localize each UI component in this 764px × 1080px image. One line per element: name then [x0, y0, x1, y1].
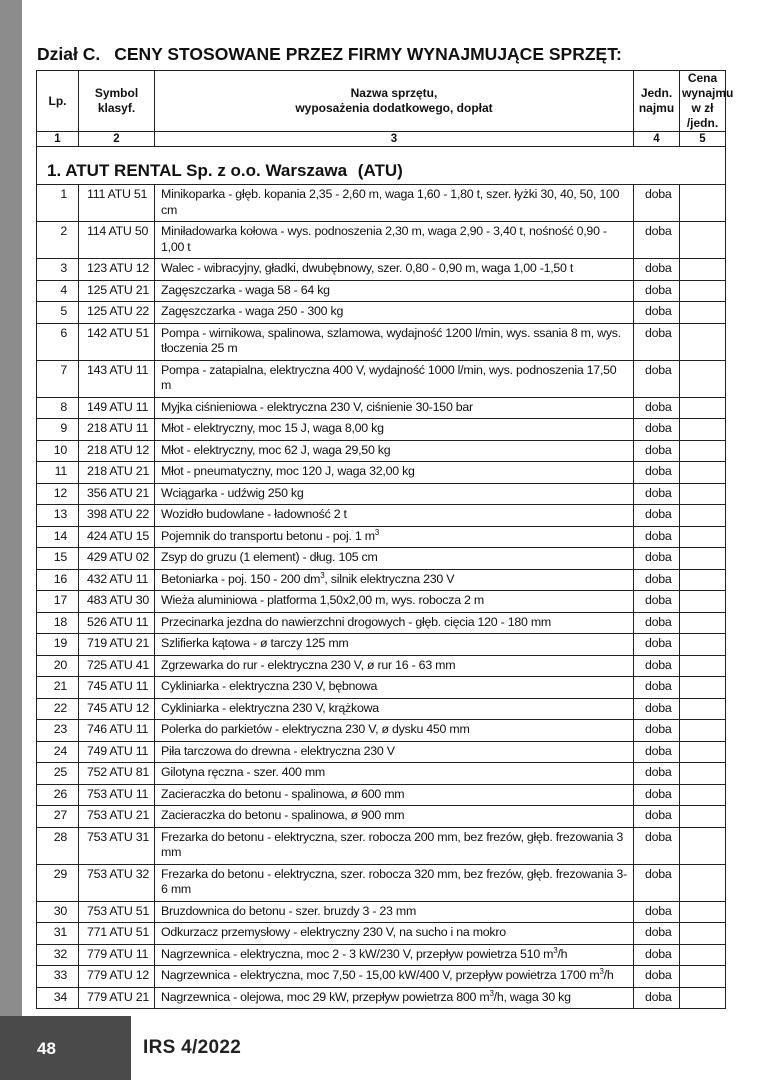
- row-equipment-name: Minikoparka - głęb. kopania 2,35 - 2,60 m, waga 1,60 - 1,80 t, szer. łyżki 30, 40, 50, 100 cm: [155, 185, 634, 222]
- row-price: [680, 741, 726, 763]
- row-lp: 31: [37, 923, 79, 945]
- row-symbol: 753 ATU 51: [79, 901, 155, 923]
- row-symbol: 745 ATU 12: [79, 698, 155, 720]
- row-symbol: 749 ATU 11: [79, 741, 155, 763]
- row-unit: doba: [634, 698, 680, 720]
- row-equipment-name: Cykliniarka - elektryczna 230 V, krążkowa: [155, 698, 634, 720]
- company-code: (ATU): [357, 161, 403, 180]
- row-equipment-name: Polerka do parkietów - elektryczna 230 V, ø dysku 450 mm: [155, 720, 634, 742]
- row-unit: doba: [634, 419, 680, 441]
- row-price: [680, 505, 726, 527]
- row-price: [680, 280, 726, 302]
- row-unit: doba: [634, 323, 680, 360]
- row-symbol: 218 ATU 21: [79, 462, 155, 484]
- table-row: [37, 923, 726, 945]
- row-lp: 28: [37, 827, 79, 864]
- row-unit: doba: [634, 280, 680, 302]
- page-number: 48: [37, 1039, 56, 1058]
- row-unit: doba: [634, 827, 680, 864]
- table-row: [37, 440, 726, 462]
- table-row: [37, 323, 726, 360]
- row-equipment-name: Betoniarka - poj. 150 - 200 $dm^3$, silnik elektryczna 230 V: [155, 569, 634, 591]
- row-equipment-name: Zagęszczarka - waga 250 - 300 kg: [155, 302, 634, 324]
- row-symbol: 725 ATU 41: [79, 655, 155, 677]
- row-symbol: 483 ATU 30: [79, 591, 155, 613]
- row-lp: 24: [37, 741, 79, 763]
- row-price: [680, 323, 726, 360]
- row-lp: 17: [37, 591, 79, 613]
- row-lp: 32: [37, 944, 79, 966]
- row-equipment-name: Młot - elektryczny, moc 15 J, waga 8,00 kg: [155, 419, 634, 441]
- row-price: [680, 548, 726, 570]
- row-price: [680, 864, 726, 901]
- row-unit: doba: [634, 222, 680, 259]
- header-unit: Jedn. najmu: [634, 71, 680, 132]
- row-price: [680, 655, 726, 677]
- row-price: [680, 763, 726, 785]
- row-symbol: 753 ATU 11: [79, 784, 155, 806]
- table-row: [37, 280, 726, 302]
- row-unit: doba: [634, 741, 680, 763]
- page-heading: [37, 44, 622, 65]
- row-price: [680, 784, 726, 806]
- row-symbol: 526 ATU 11: [79, 612, 155, 634]
- row-equipment-name: Wieża aluminiowa - platforma 1,50x2,00 m, wys. robocza 2 m: [155, 591, 634, 613]
- row-symbol: 779 ATU 12: [79, 966, 155, 988]
- header-price: Cena wynajmu w zł /jedn.: [680, 71, 726, 132]
- row-unit: doba: [634, 185, 680, 222]
- row-price: [680, 259, 726, 281]
- row-unit: doba: [634, 360, 680, 397]
- row-price: [680, 720, 726, 742]
- row-price: [680, 360, 726, 397]
- table-row: [37, 784, 726, 806]
- row-equipment-name: Przecinarka jezdna do nawierzchni drogowych - głęb. cięcia 120 - 180 mm: [155, 612, 634, 634]
- row-equipment-name: Zagęszczarka - waga 58 - 64 kg: [155, 280, 634, 302]
- row-price: [680, 185, 726, 222]
- row-equipment-name: Pojemnik do transportu betonu - poj. 1 $m^3$: [155, 526, 634, 548]
- table-row: [37, 419, 726, 441]
- row-lp: 3: [37, 259, 79, 281]
- table-row: [37, 720, 726, 742]
- footer-page-box: [0, 1016, 131, 1080]
- table-row: [37, 548, 726, 570]
- row-price: [680, 634, 726, 656]
- table-row: [37, 259, 726, 281]
- row-symbol: 356 ATU 21: [79, 483, 155, 505]
- row-symbol: 218 ATU 12: [79, 440, 155, 462]
- row-unit: doba: [634, 548, 680, 570]
- table-row: [37, 987, 726, 1009]
- row-equipment-name: Zsyp do gruzu (1 element) - dług. 105 cm: [155, 548, 634, 570]
- row-equipment-name: Wozidło budowlane - ładowność 2 t: [155, 505, 634, 527]
- table-row: [37, 741, 726, 763]
- table-row: [37, 944, 726, 966]
- row-lp: 5: [37, 302, 79, 324]
- row-equipment-name: Zacieraczka do betonu - spalinowa, ø 600 mm: [155, 784, 634, 806]
- row-equipment-name: Frezarka do betonu - elektryczna, szer. robocza 320 mm, bez frezów, głęb. frezowania 3-6 mm: [155, 864, 634, 901]
- table-row: [37, 864, 726, 901]
- row-equipment-name: Młot - pneumatyczny, moc 120 J, waga 32,00 kg: [155, 462, 634, 484]
- row-unit: doba: [634, 440, 680, 462]
- row-lp: 25: [37, 763, 79, 785]
- row-unit: doba: [634, 483, 680, 505]
- row-equipment-name: Cykliniarka - elektryczna 230 V, bębnowa: [155, 677, 634, 699]
- row-lp: 23: [37, 720, 79, 742]
- row-symbol: 429 ATU 02: [79, 548, 155, 570]
- row-unit: doba: [634, 677, 680, 699]
- row-equipment-name: Pompa - zatapialna, elektryczna 400 V, wydajność 1000 l/min, wys. podnoszenia 17,50 m: [155, 360, 634, 397]
- column-number: 1: [37, 132, 79, 147]
- row-lp: 19: [37, 634, 79, 656]
- section-label: Dział C.: [37, 44, 101, 64]
- row-equipment-name: Pompa - wirnikowa, spalinowa, szlamowa, wydajność 1200 l/min, wys. ssania 8 m, wys. tłoczenia 25 m: [155, 323, 634, 360]
- row-equipment-name: Odkurzacz przemysłowy - elektryczny 230 V, na sucho i na mokro: [155, 923, 634, 945]
- row-price: [680, 901, 726, 923]
- table-row: [37, 462, 726, 484]
- row-unit: doba: [634, 806, 680, 828]
- row-equipment-name: Wciągarka - udźwig 250 kg: [155, 483, 634, 505]
- column-number: 4: [634, 132, 680, 147]
- row-equipment-name: Zgrzewarka do rur - elektryczna 230 V, ø rur 16 - 63 mm: [155, 655, 634, 677]
- row-equipment-name: Gilotyna ręczna - szer. 400 mm: [155, 763, 634, 785]
- table-row: [37, 185, 726, 222]
- table-row: [37, 655, 726, 677]
- row-price: [680, 397, 726, 419]
- row-price: [680, 806, 726, 828]
- row-lp: 4: [37, 280, 79, 302]
- row-price: [680, 677, 726, 699]
- row-equipment-name: Walec - wibracyjny, gładki, dwubębnowy, szer. 0,80 - 0,90 m, waga 1,00 -1,50 t: [155, 259, 634, 281]
- row-unit: doba: [634, 569, 680, 591]
- row-unit: doba: [634, 987, 680, 1009]
- row-lp: 29: [37, 864, 79, 901]
- row-price: [680, 222, 726, 259]
- row-equipment-name: Miniładowarka kołowa - wys. podnoszenia 2,30 m, waga 2,90 - 3,40 t, nośność 0,90 - 1,00 t: [155, 222, 634, 259]
- row-lp: 7: [37, 360, 79, 397]
- header-symbol: Symbol klasyf.: [79, 71, 155, 132]
- table-row: [37, 222, 726, 259]
- row-price: [680, 944, 726, 966]
- row-symbol: 125 ATU 21: [79, 280, 155, 302]
- header-lp: Lp.: [37, 71, 79, 132]
- row-unit: doba: [634, 784, 680, 806]
- row-price: [680, 569, 726, 591]
- table-row: [37, 302, 726, 324]
- row-symbol: 753 ATU 31: [79, 827, 155, 864]
- table-row: [37, 901, 726, 923]
- price-table: [36, 70, 734, 1009]
- row-unit: doba: [634, 526, 680, 548]
- row-symbol: 746 ATU 11: [79, 720, 155, 742]
- row-symbol: 143 ATU 11: [79, 360, 155, 397]
- row-symbol: 779 ATU 11: [79, 944, 155, 966]
- row-symbol: 753 ATU 32: [79, 864, 155, 901]
- row-equipment-name: Nagrzewnica - elektryczna, moc 2 - 3 kW/230 V, przepływ powietrza 510 $m^3/h$: [155, 944, 634, 966]
- table-row: [37, 526, 726, 548]
- row-equipment-name: Piła tarczowa do drewna - elektryczna 230 V: [155, 741, 634, 763]
- row-unit: doba: [634, 763, 680, 785]
- table-row: [37, 397, 726, 419]
- table-row: [37, 698, 726, 720]
- row-lp: 15: [37, 548, 79, 570]
- table-row: [37, 634, 726, 656]
- row-price: [680, 612, 726, 634]
- row-lp: 21: [37, 677, 79, 699]
- row-price: [680, 483, 726, 505]
- table-row: [37, 966, 726, 988]
- row-equipment-name: Nagrzewnica - olejowa, moc 29 kW, przepływ powietrza 800 $m^3/h$, waga 30 kg: [155, 987, 634, 1009]
- row-price: [680, 923, 726, 945]
- table-row: [37, 827, 726, 864]
- column-number: 2: [79, 132, 155, 147]
- row-lp: 8: [37, 397, 79, 419]
- row-equipment-name: Frezarka do betonu - elektryczna, szer. robocza 200 mm, bez frezów, głęb. frezowania 3 mm: [155, 827, 634, 864]
- table-row: [37, 569, 726, 591]
- company-section-header: [37, 147, 726, 185]
- row-symbol: 753 ATU 21: [79, 806, 155, 828]
- left-margin-bar: [0, 0, 22, 1016]
- row-lp: 2: [37, 222, 79, 259]
- row-lp: 1: [37, 185, 79, 222]
- row-unit: doba: [634, 720, 680, 742]
- row-unit: doba: [634, 397, 680, 419]
- row-unit: doba: [634, 259, 680, 281]
- row-symbol: 432 ATU 11: [79, 569, 155, 591]
- row-lp: 6: [37, 323, 79, 360]
- table-row: [37, 612, 726, 634]
- row-equipment-name: Zacieraczka do betonu - spalinowa, ø 900 mm: [155, 806, 634, 828]
- row-symbol: 111 ATU 51: [79, 185, 155, 222]
- row-symbol: 745 ATU 11: [79, 677, 155, 699]
- table-row: [37, 483, 726, 505]
- row-lp: 11: [37, 462, 79, 484]
- row-equipment-name: Młot - elektryczny, moc 62 J, waga 29,50 kg: [155, 440, 634, 462]
- row-unit: doba: [634, 591, 680, 613]
- row-symbol: 398 ATU 22: [79, 505, 155, 527]
- row-symbol: 149 ATU 11: [79, 397, 155, 419]
- row-price: [680, 462, 726, 484]
- table-row: [37, 505, 726, 527]
- row-unit: doba: [634, 944, 680, 966]
- row-unit: doba: [634, 966, 680, 988]
- row-price: [680, 987, 726, 1009]
- row-lp: 26: [37, 784, 79, 806]
- row-lp: 22: [37, 698, 79, 720]
- table-row: [37, 360, 726, 397]
- header-name: Nazwa sprzętu, wyposażenia dodatkowego, dopłat: [155, 71, 634, 132]
- row-unit: doba: [634, 505, 680, 527]
- row-symbol: 719 ATU 21: [79, 634, 155, 656]
- row-equipment-name: Szlifierka kątowa - ø tarczy 125 mm: [155, 634, 634, 656]
- row-lp: 18: [37, 612, 79, 634]
- row-symbol: 123 ATU 12: [79, 259, 155, 281]
- row-unit: doba: [634, 923, 680, 945]
- issue-label: IRS 4/2022: [143, 1037, 242, 1058]
- row-symbol: 779 ATU 21: [79, 987, 155, 1009]
- row-lp: 30: [37, 901, 79, 923]
- row-symbol: 752 ATU 81: [79, 763, 155, 785]
- column-number: 3: [155, 132, 634, 147]
- row-lp: 20: [37, 655, 79, 677]
- row-price: [680, 591, 726, 613]
- row-lp: 9: [37, 419, 79, 441]
- row-lp: 12: [37, 483, 79, 505]
- section-title: CENY STOSOWANE PRZEZ FIRMY WYNAJMUJĄCE SPRZĘT:: [114, 44, 622, 64]
- company-name: 1. ATUT RENTAL Sp. z o.o. Warszawa: [47, 161, 348, 180]
- row-lp: 13: [37, 505, 79, 527]
- table-row: [37, 806, 726, 828]
- row-unit: doba: [634, 864, 680, 901]
- row-unit: doba: [634, 462, 680, 484]
- table-row: [37, 763, 726, 785]
- row-equipment-name: Nagrzewnica - elektryczna, moc 7,50 - 15,00 kW/400 V, przepływ powietrza 1700 $m^3/h$: [155, 966, 634, 988]
- row-price: [680, 526, 726, 548]
- row-lp: 14: [37, 526, 79, 548]
- row-unit: doba: [634, 634, 680, 656]
- row-price: [680, 827, 726, 864]
- row-lp: 34: [37, 987, 79, 1009]
- row-lp: 10: [37, 440, 79, 462]
- row-price: [680, 440, 726, 462]
- row-unit: doba: [634, 901, 680, 923]
- row-symbol: 424 ATU 15: [79, 526, 155, 548]
- row-unit: doba: [634, 302, 680, 324]
- row-lp: 27: [37, 806, 79, 828]
- row-lp: 33: [37, 966, 79, 988]
- row-symbol: 218 ATU 11: [79, 419, 155, 441]
- row-equipment-name: Myjka ciśnieniowa - elektryczna 230 V, ciśnienie 30-150 bar: [155, 397, 634, 419]
- row-symbol: 142 ATU 51: [79, 323, 155, 360]
- row-unit: doba: [634, 655, 680, 677]
- column-number: 5: [680, 132, 726, 147]
- row-symbol: 771 ATU 51: [79, 923, 155, 945]
- table-row: [37, 591, 726, 613]
- table-row: [37, 677, 726, 699]
- row-symbol: 125 ATU 22: [79, 302, 155, 324]
- row-price: [680, 698, 726, 720]
- row-price: [680, 966, 726, 988]
- row-unit: doba: [634, 612, 680, 634]
- row-lp: 16: [37, 569, 79, 591]
- row-price: [680, 419, 726, 441]
- row-equipment-name: Bruzdownica do betonu - szer. bruzdy 3 - 23 mm: [155, 901, 634, 923]
- row-symbol: 114 ATU 50: [79, 222, 155, 259]
- row-price: [680, 302, 726, 324]
